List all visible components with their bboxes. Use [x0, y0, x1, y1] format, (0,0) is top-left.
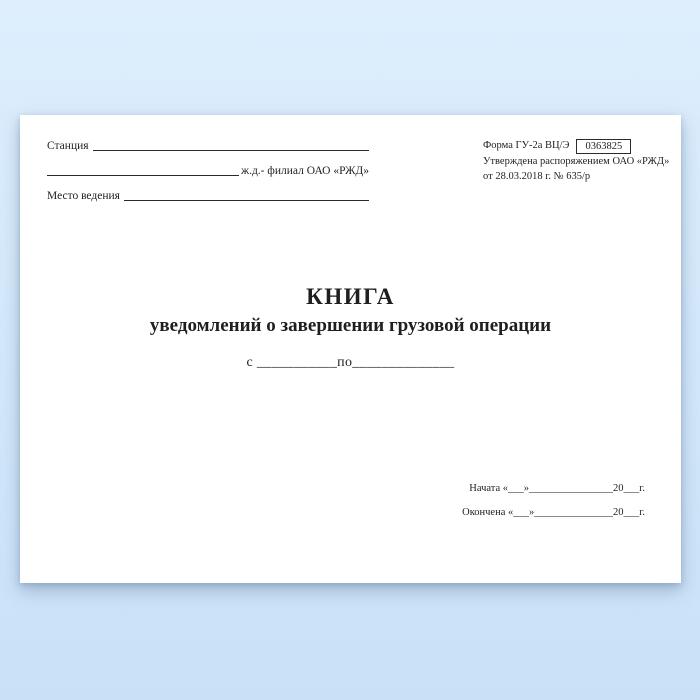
period-line: с ___________по______________ — [246, 355, 455, 370]
keeping-place-row — [47, 185, 369, 203]
railway-branch-label: ж.д.- филиал ОАО «РЖД» — [241, 165, 369, 177]
station-label: Станция — [47, 140, 89, 152]
form-number-box: 0363825 — [576, 139, 631, 154]
keeping-place-label: Место ведения — [47, 190, 120, 202]
form-code-label: Форма ГУ-2а ВЦ/Э — [483, 140, 570, 152]
form-code-row — [483, 139, 669, 154]
title-block — [20, 283, 681, 371]
railway-branch-row — [47, 160, 369, 178]
book-subtitle: уведомлений о завершении грузовой операции — [149, 315, 552, 336]
approval-text: Утверждена распоряжением ОАО «РЖД» — [483, 156, 670, 167]
station-row — [47, 135, 369, 153]
railway-blank-line — [47, 175, 239, 176]
started-line: Начата «___»________________20___г. — [469, 483, 645, 494]
order-text: от 28.03.2018 г. № 635/р — [483, 170, 591, 182]
ended-line: Окончена «___»_______________20___г. — [462, 506, 645, 518]
footer-block — [462, 477, 645, 524]
book-title: КНИГА — [306, 284, 395, 309]
header-left-block — [47, 135, 369, 210]
station-blank-line — [93, 150, 369, 151]
header-right-block — [483, 139, 669, 184]
keeping-place-blank-line — [124, 200, 369, 201]
form-sheet — [20, 115, 681, 583]
